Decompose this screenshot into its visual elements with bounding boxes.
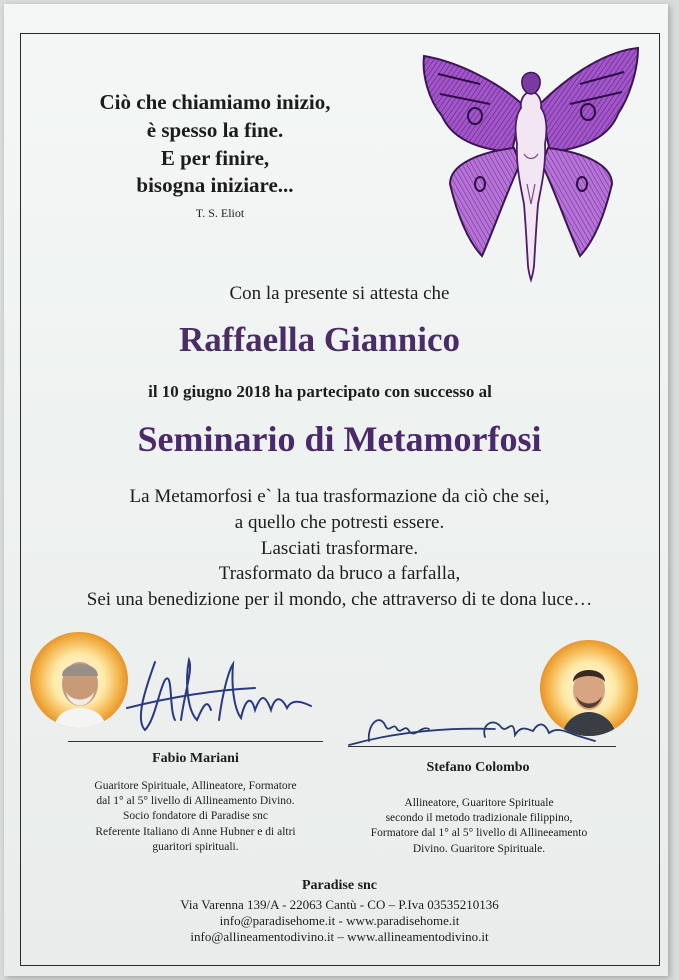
bio-right-line-3: Formatore dal 1° al 5° livello di Allineeamento <box>370 827 588 840</box>
quote-line-2: è spesso la fine. <box>146 118 284 142</box>
stefano-colombo-signature <box>345 705 605 755</box>
butterfly-woman-illustration <box>420 44 642 284</box>
bio-left-line-4: Referente Italiano di Anne Hubner e di altri <box>95 825 296 838</box>
fabio-mariani-portrait <box>30 632 128 728</box>
signer-bio-right <box>345 796 613 857</box>
certificate-intro: Con la presente si attesta che <box>229 283 450 304</box>
signer-name-left: Fabio Mariani <box>152 751 239 766</box>
bio-right-line-4: Divino. Guaritore Spirituale. <box>412 842 546 855</box>
poem-line-5: Sei una benedizione per il mondo, che attraverso di te dona luce… <box>86 589 593 610</box>
quote-line-4: bisogna iniziare... <box>136 173 294 197</box>
participation-date: il 10 giugno 2018 ha partecipato con successo al <box>148 382 492 401</box>
recipient-name: Raffaella Giannico <box>179 320 460 359</box>
seminar-title: Seminario di Metamorfosi <box>137 419 542 459</box>
bio-left-line-3: Socio fondatore di Paradise snc <box>123 810 268 823</box>
company-contact-1: info@paradisehome.it - www.paradisehome.it <box>219 913 460 928</box>
signature-line-right <box>348 746 616 747</box>
bio-right-line-2: secondo il metodo tradizionale filippino, <box>385 812 573 825</box>
quote-line-1: Ciò che chiamiamo inizio, <box>99 90 331 114</box>
company-address: Via Varenna 139/A - 22063 Cantù - CO – P.Iva 03535210136 <box>180 897 499 912</box>
signature-line-left <box>68 741 323 742</box>
signer-bio-left <box>68 779 323 855</box>
company-name: Paradise snc <box>301 878 378 893</box>
poem-line-4: Trasformato da bruco a farfalla, <box>218 563 461 584</box>
bio-right-line-1: Allineatore, Guaritore Spirituale <box>404 797 554 809</box>
company-contact-2: info@allineamentodivino.it – www.allineamentodivino.it <box>190 929 489 944</box>
poem-line-2: a quello che potresti essere. <box>234 512 445 533</box>
fabio-mariani-signature <box>115 650 325 740</box>
signer-name-right: Stefano Colombo <box>426 760 530 775</box>
bio-left-line-2: dal 1° al 5° livello di Allineamento Divino. <box>96 795 295 808</box>
quote-author: T. S. Eliot <box>195 206 245 220</box>
poem-line-3: Lasciati trasformare. <box>260 538 419 559</box>
bio-left-line-5: guaritori spirituali. <box>152 840 239 853</box>
poem-line-1: La Metamorfosi e` la tua trasformazione da ciò che sei, <box>129 486 550 507</box>
bio-left-line-1: Guaritore Spirituale, Allineatore, Formatore <box>94 780 297 792</box>
quote-line-3: E per finire, <box>160 146 270 170</box>
